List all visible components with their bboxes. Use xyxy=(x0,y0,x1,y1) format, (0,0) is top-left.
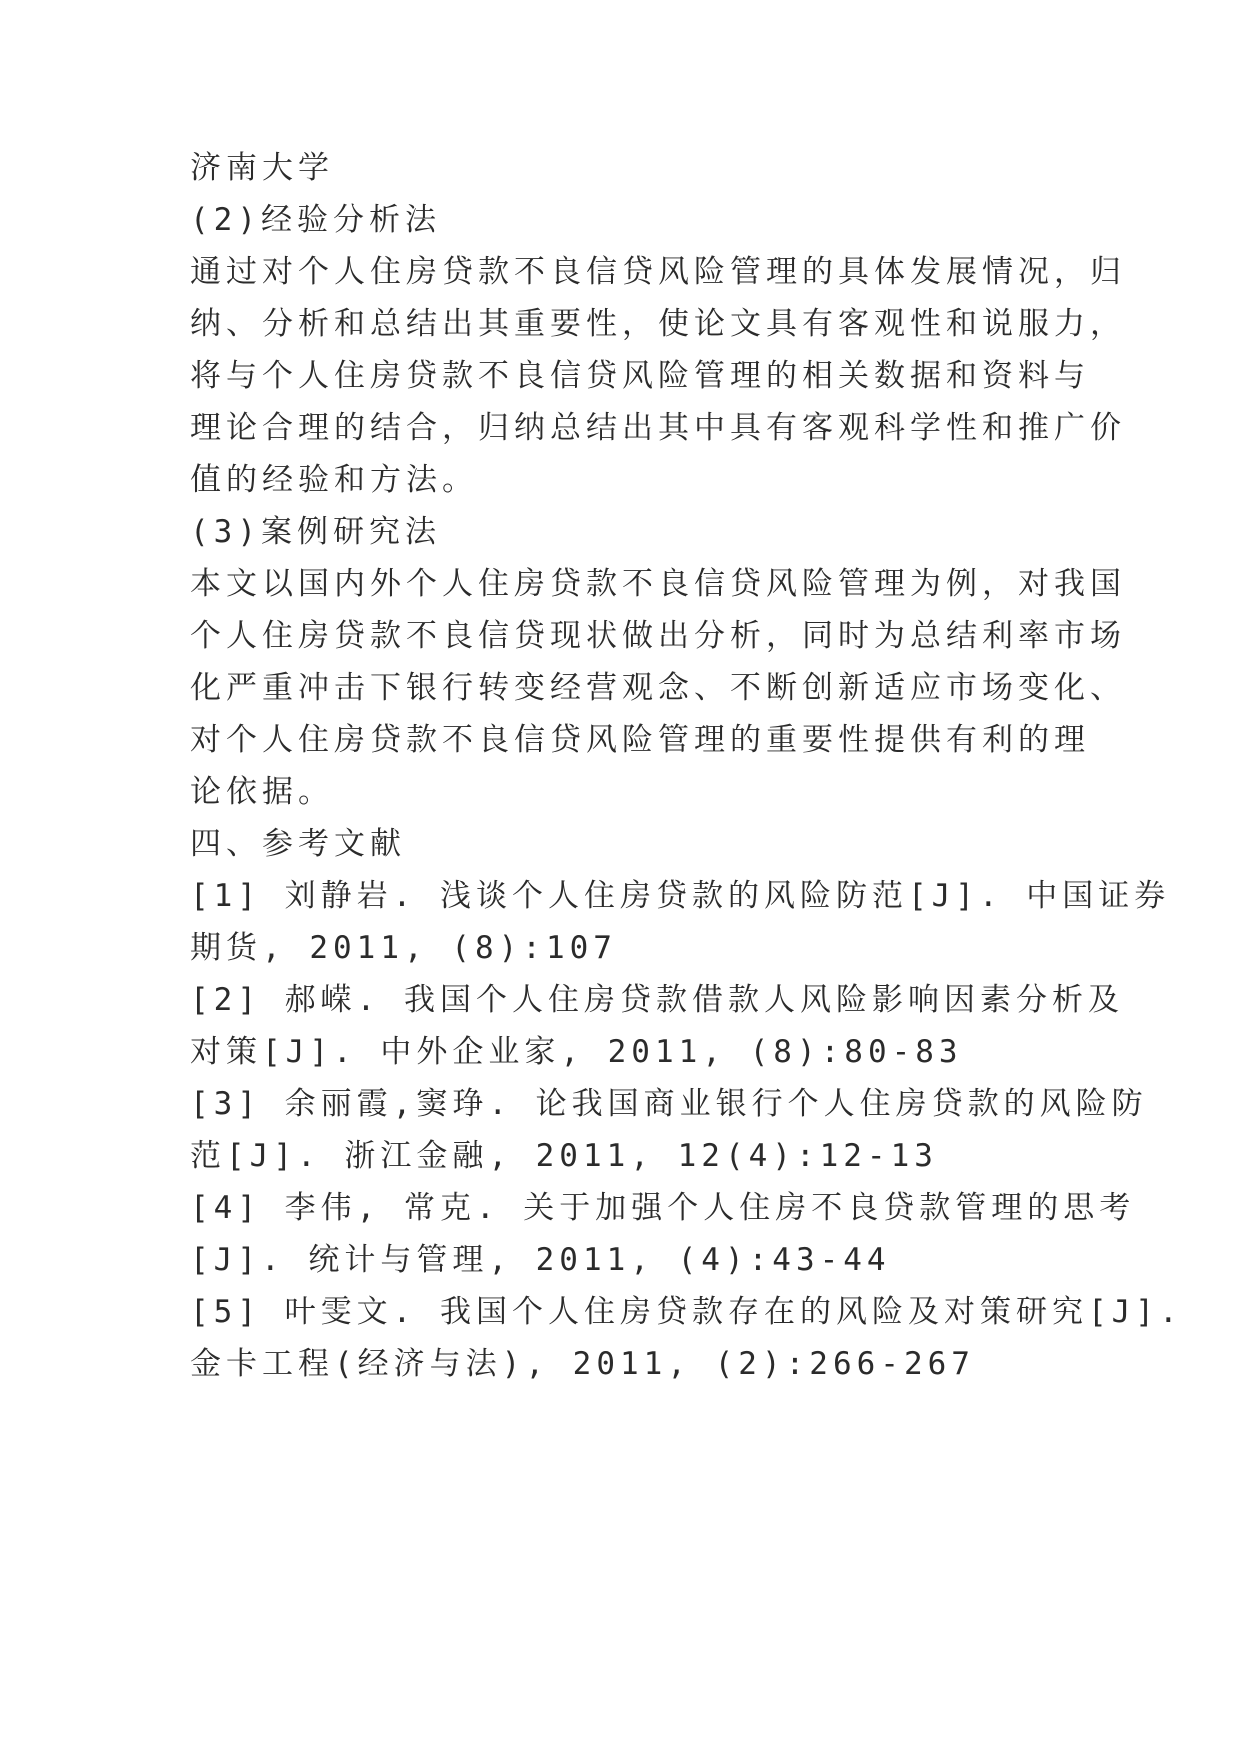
reference-line: 期货, 2011, (8):107 xyxy=(190,930,617,966)
paragraph-line: 个人住房贷款不良信贷现状做出分析，同时为总结利率市场 xyxy=(190,618,1126,654)
reference-line: [5] 叶雯文. 我国个人住房贷款存在的风险及对策研究[J]. xyxy=(190,1294,1183,1330)
reference-line: 范[J]. 浙江金融, 2011, 12(4):12-13 xyxy=(190,1138,938,1174)
paragraph-line: 通过对个人住房贷款不良信贷风险管理的具体发展情况，归 xyxy=(190,254,1126,290)
reference-line: [2] 郝嵘. 我国个人住房贷款借款人风险影响因素分析及 xyxy=(190,982,1124,1018)
paragraph-line: 理论合理的结合，归纳总结出其中具有客观科学性和推广价 xyxy=(190,410,1126,446)
paragraph-line: 论依据。 xyxy=(190,774,334,810)
header-university: 济南大学 xyxy=(190,150,334,186)
paragraph-line: 将与个人住房贷款不良信贷风险管理的相关数据和资料与 xyxy=(190,358,1090,394)
paragraph-line: 化严重冲击下银行转变经营观念、不断创新适应市场变化、 xyxy=(190,670,1126,706)
section-heading-references: 四、参考文献 xyxy=(190,826,406,862)
section-heading-empirical: (2)经验分析法 xyxy=(190,202,441,238)
paragraph-line: 对个人住房贷款不良信贷风险管理的重要性提供有利的理 xyxy=(190,722,1090,758)
paragraph-line: 纳、分析和总结出其重要性，使论文具有客观性和说服力， xyxy=(190,306,1126,342)
reference-line: 对策[J]. 中外企业家, 2011, (8):80-83 xyxy=(190,1034,963,1070)
paragraph-line: 本文以国内外个人住房贷款不良信贷风险管理为例，对我国 xyxy=(190,566,1126,602)
reference-line: [4] 李伟, 常克. 关于加强个人住房不良贷款管理的思考 xyxy=(190,1190,1136,1226)
paragraph-line: 值的经验和方法。 xyxy=(190,462,478,498)
reference-line: 金卡工程(经济与法), 2011, (2):266-267 xyxy=(190,1346,975,1382)
reference-line: [3] 余丽霞,窦琤. 论我国商业银行个人住房贷款的风险防 xyxy=(190,1086,1148,1122)
reference-line: [J]. 统计与管理, 2011, (4):43-44 xyxy=(190,1242,891,1278)
reference-line: [1] 刘静岩. 浅谈个人住房贷款的风险防范[J]. 中国证券 xyxy=(190,878,1171,914)
section-heading-case-study: (3)案例研究法 xyxy=(190,514,441,550)
